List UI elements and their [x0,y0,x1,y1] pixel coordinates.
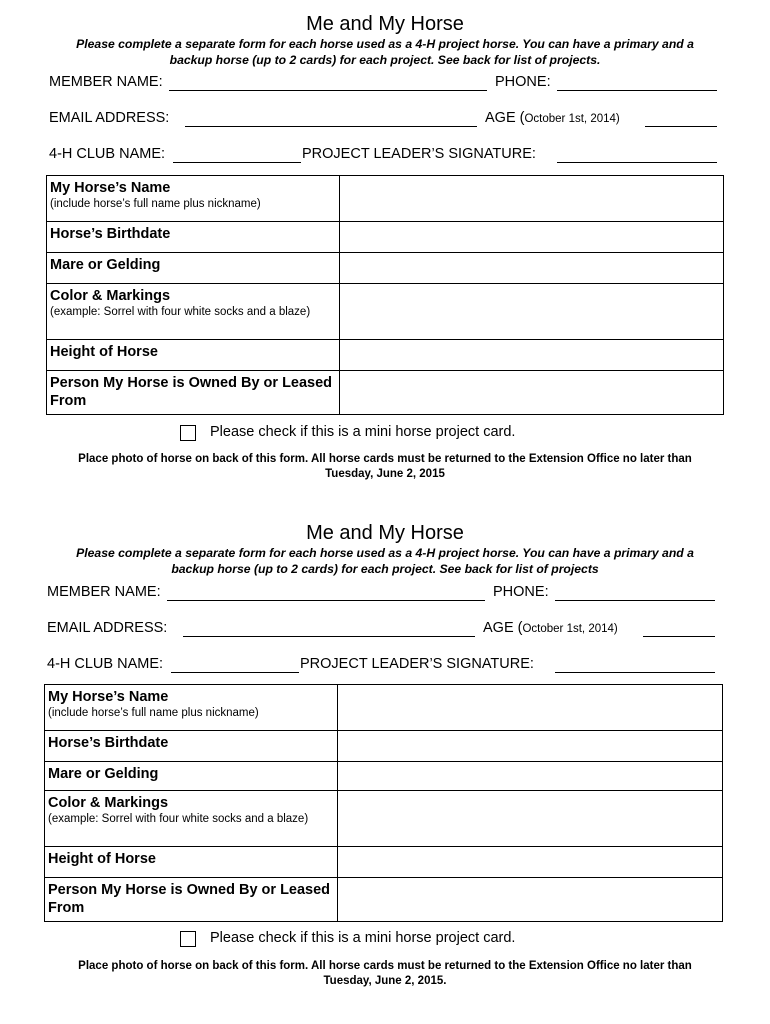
card-title: Me and My Horse [306,522,464,544]
phone-field[interactable] [557,90,717,91]
table-row [47,253,724,284]
email-age-row [47,620,716,640]
table-row [45,847,723,878]
leader-signature-label: PROJECT LEADER’S SIGNATURE: [300,656,534,672]
field-label-cell [47,222,340,253]
member-name-field[interactable] [169,90,487,91]
color-markings-hint: (example: Sorrel with four white socks and a blaze) [50,306,311,318]
mini-horse-checkbox[interactable] [180,425,196,441]
email-field[interactable] [183,636,475,637]
field-label-cell [47,284,340,340]
owner-input[interactable] [340,371,724,415]
phone-field[interactable] [555,600,715,601]
field-label-cell [47,340,340,371]
table-row [45,685,723,731]
horse-name-hint: (include horse’s full name plus nickname) [48,707,259,719]
return-notice: Place photo of horse on back of this form. All horse cards must be returned to the Extension Office no later than Tuesday, June 2, 2015 [78,453,692,480]
table-row [47,371,724,415]
club-leader-row [49,146,718,166]
table-row [45,762,723,791]
owner-label: Person My Horse is Owned By or Leased From [48,882,331,916]
mini-horse-label: Please check if this is a mini horse project card. [210,424,516,440]
table-row [45,878,723,922]
table-row [47,176,724,222]
club-name-label: 4-H CLUB NAME: [49,146,166,162]
table-row [47,222,724,253]
phone-label: PHONE: [493,584,549,600]
height-label: Height of Horse [50,344,158,360]
field-label-cell [45,731,338,762]
club-name-label: 4-H CLUB NAME: [47,656,164,672]
horse-name-input[interactable] [340,176,724,222]
color-markings-hint: (example: Sorrel with four white socks and a blaze) [48,813,309,825]
field-label-cell [45,791,338,847]
leader-signature-label: PROJECT LEADER’S SIGNATURE: [302,146,536,162]
color-markings-input[interactable] [340,284,724,340]
owner-label: Person My Horse is Owned By or Leased From [50,375,333,409]
club-name-field[interactable] [171,672,299,673]
field-label-cell [45,762,338,791]
field-label-cell [45,878,338,922]
club-leader-row [47,656,716,676]
mare-gelding-label: Mare or Gelding [50,257,161,273]
horse-name-label: My Horse’s Name [50,180,171,196]
age-date-note: October 1st, 2014) [522,623,618,635]
leader-signature-field[interactable] [557,162,717,163]
table-row [45,731,723,762]
horse-birthdate-label: Horse’s Birthdate [50,226,171,242]
height-input[interactable] [340,340,724,371]
age-label: AGE (October 1st, 2014) [483,620,618,636]
age-field[interactable] [645,126,717,127]
height-input[interactable] [338,847,723,878]
table-row [45,791,723,847]
member-phone-row [49,74,718,94]
table-row [47,340,724,371]
height-label: Height of Horse [48,851,156,867]
member-name-field[interactable] [167,600,485,601]
color-markings-label: Color & Markings [50,288,171,304]
leader-signature-field[interactable] [555,672,715,673]
age-label: AGE (October 1st, 2014) [485,110,620,126]
horse-birthdate-label: Horse’s Birthdate [48,735,169,751]
horse-info-table [44,684,723,922]
return-notice: Place photo of horse on back of this form. All horse cards must be returned to the Extension Office no later than Tuesday, June 2, 2015. [78,960,692,987]
mini-horse-label: Please check if this is a mini horse project card. [210,930,516,946]
horse-name-input[interactable] [338,685,723,731]
member-name-label: MEMBER NAME: [47,584,161,600]
table-row [47,284,724,340]
mini-horse-checkbox[interactable] [180,931,196,947]
card-title: Me and My Horse [306,13,464,35]
color-markings-input[interactable] [338,791,723,847]
age-field[interactable] [643,636,715,637]
member-phone-row [47,584,716,604]
card-instructions: Please complete a separate form for each horse used as a 4-H project horse. You can have a primary and a backup horse (up to 2 cards) for each project. See back for list of projects [76,546,694,576]
field-label-cell [47,176,340,222]
email-label: EMAIL ADDRESS: [49,110,170,126]
member-name-label: MEMBER NAME: [49,74,163,90]
field-label-cell [47,253,340,284]
mare-gelding-input[interactable] [338,762,723,791]
color-markings-label: Color & Markings [48,795,169,811]
email-field[interactable] [185,126,477,127]
age-date-note: October 1st, 2014) [524,113,620,125]
card-instructions: Please complete a separate form for each horse used as a 4-H project horse. You can have a primary and a backup horse (up to 2 cards) for each project. See back for list of projects. [76,37,694,67]
email-label: EMAIL ADDRESS: [47,620,168,636]
horse-info-table [46,175,724,415]
horse-birthdate-input[interactable] [338,731,723,762]
phone-label: PHONE: [495,74,551,90]
field-label-cell [47,371,340,415]
club-name-field[interactable] [173,162,301,163]
mare-gelding-label: Mare or Gelding [48,766,159,782]
email-age-row [49,110,718,130]
mare-gelding-input[interactable] [340,253,724,284]
field-label-cell [45,847,338,878]
field-label-cell [45,685,338,731]
owner-input[interactable] [338,878,723,922]
horse-name-label: My Horse’s Name [48,689,169,705]
horse-name-hint: (include horse’s full name plus nickname) [50,198,261,210]
horse-birthdate-input[interactable] [340,222,724,253]
